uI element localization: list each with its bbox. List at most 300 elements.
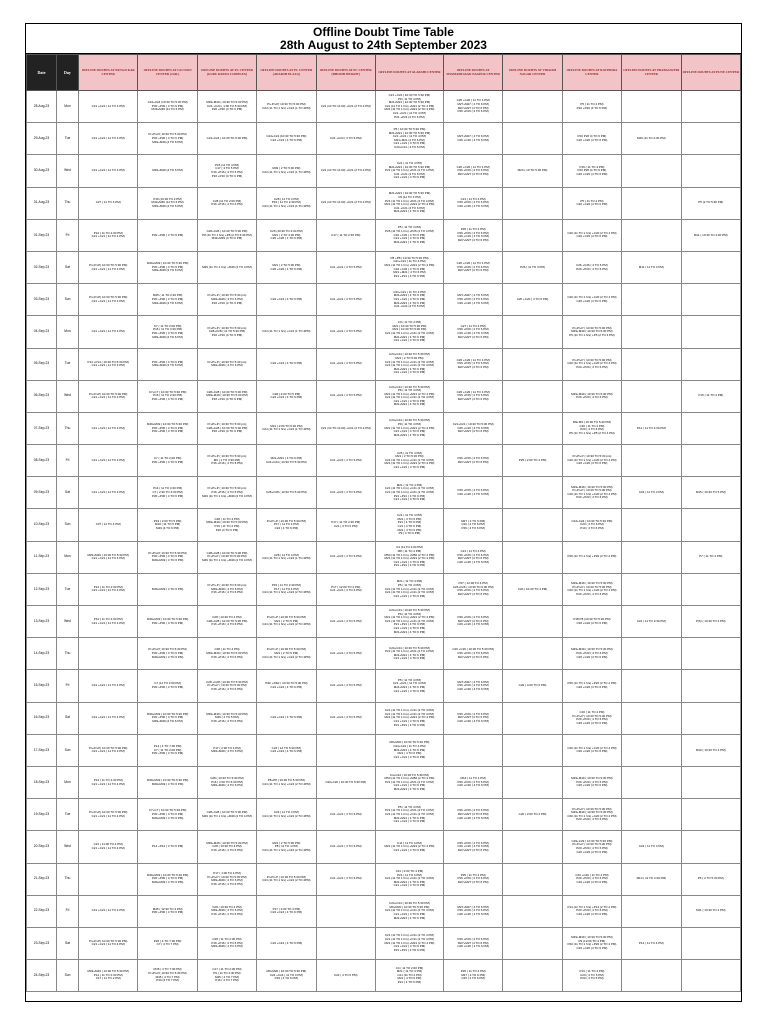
slot-text: C24 +C24 ( 4 TO 6 PM) [270, 362, 303, 366]
schedule-cell [503, 895, 562, 927]
slot-text: M49 ( 2 TO 5 PM) [215, 716, 239, 720]
slot-text: P15 ( 11 TO 2:30 PM) [271, 201, 301, 205]
schedule-cell [681, 187, 740, 219]
slot-text: P21 +P21 ( 4 TO 6 PM) [393, 948, 426, 952]
slot-text: C20 +C20 (4 TO 6 PM) [576, 621, 608, 625]
slot-text: C24 +C24 ( 4 TO 6 PM) [270, 750, 303, 754]
slot-text: M21 ( 2 TO 5:30 PM) [272, 841, 301, 845]
slot-text: P14 ( 11 TO 2:30 PM) [93, 973, 123, 977]
schedule-cell [79, 316, 138, 348]
slot-text: C24 +C24 ( 4 TO 6 PM) [270, 941, 303, 945]
schedule-cell [681, 799, 740, 831]
date-cell: 01-Sep-23 [27, 219, 57, 251]
slot-text: C21 +C21 ( 11 TO 4 PM) [91, 426, 125, 430]
slot-text: C26 +C26 ( 4 TO 6 PM) [457, 492, 489, 496]
schedule-cell [443, 927, 502, 959]
schedule-cell [681, 606, 740, 638]
schedule-cell [79, 573, 138, 605]
slot-text: P/+P/+P ( 10:30 TO 5:30 pm) [207, 584, 247, 588]
slot-text: C21 +C21 ( 4 TO 6 PM) [393, 430, 426, 434]
slot-text: M21 ( 11 TO 4 PM) [396, 970, 423, 974]
schedule-cell [138, 477, 197, 509]
slot-text: C21 +C21 ( 4 TO 6 PM) [393, 884, 426, 888]
slot-text: M21+M21 ( 4 TO 6 PM) [393, 816, 426, 820]
schedule-cell [316, 606, 375, 638]
slot-text: M21+M21 ( 10:30 TO 5:30 PM) [388, 192, 431, 196]
schedule-cell [138, 316, 197, 348]
day-cell: Mon [57, 766, 79, 798]
slot-text: C24+C24 ( 10:30 TO 5:30 PM) [389, 419, 430, 423]
slot-text: P26 +P26 ( 4 TO 6 PM) [457, 394, 489, 398]
date-cell: 30-Aug-23 [27, 155, 57, 187]
schedule-cell [197, 348, 256, 380]
slot-text: C28 ( 10:30 TO 4 PM) [212, 845, 242, 849]
slot-text: C26 +C26 ( 4 TO 6 PM) [270, 237, 303, 241]
slot-text: M21 (11 TO 1 hrs) +M21 (2 TO 4 PM) [384, 845, 435, 849]
day-cell: Sat [57, 702, 79, 734]
slot-text: C21 +C21 ( 4 TO 6 PM) [393, 176, 426, 180]
slot-text: P26 +P26 ( 4 TO 6 PM) [457, 651, 489, 655]
table-row [27, 895, 741, 927]
slot-text: C20 (11 TO 1 hrs) +C20 (2 TO 4 PM) [567, 492, 617, 496]
schedule-cell [257, 960, 316, 992]
slot-text: C20 +C20 (4 TO 6 PM) [576, 462, 608, 466]
schedule-cell [257, 477, 316, 509]
schedule-cell [197, 734, 256, 766]
schedule-cell [503, 91, 562, 123]
schedule-cell [681, 348, 740, 380]
slot-text: C24 (11 TO 1 hrs) +C24 (2 TO 4PM) [262, 655, 311, 659]
schedule-cell [562, 380, 621, 412]
slot-text: C27 ( 11 TO 4 PM) [460, 324, 486, 328]
slot-text: M50 (11 TO 1 hrs) +M50 (2 TO 4 PM) [384, 553, 435, 557]
slot-text: M21 ( 10:30 TO 5:30 PM) [392, 324, 427, 328]
slot-text: M49+M49 ( 10:30 TO 5:30 PM) [571, 485, 613, 489]
slot-text: P16 +P16 ( 4 TO 6 PM) [211, 591, 243, 595]
slot-text: C21 +C21 ( 11 TO 4 PM) [91, 330, 125, 334]
slot-text: P30 +P30 ( 4 TO 6 PM) [151, 555, 184, 559]
schedule-cell [316, 831, 375, 863]
slot-text: M21 ( 2 TO 5 PM) [274, 651, 299, 655]
slot-text: C21 +C21 ( 4 TO 6 PM) [329, 684, 362, 688]
slot-text: P17 ( 1:00 TO 4 PM) [213, 871, 241, 875]
slot-text: P19 ( 4 TO 6 PM) [580, 526, 604, 530]
date-cell: 18-Sep-23 [27, 766, 57, 798]
schedule-cell [681, 477, 740, 509]
slot-text: M27+M27 (4 TO 6 PM) [457, 335, 489, 339]
slot-text: P26 +P26 ( 4 TO 6 PM) [457, 712, 489, 716]
slot-text: C21 +C21 ( 11 TO 4 PM) [392, 111, 426, 115]
table-row [27, 541, 741, 573]
schedule-cell [562, 477, 621, 509]
slot-text: P16 +P16 ( 4 TO 6 PM) [211, 882, 243, 886]
schedule-cell [503, 445, 562, 477]
day-cell: Tue [57, 799, 79, 831]
slot-text: P17 ( 11 TO 4 PM) [273, 523, 299, 527]
day-cell: Fri [57, 445, 79, 477]
slot-text: C28 ( 10:30 TO 4 PM) [212, 905, 242, 909]
slot-text: C21 +C21 ( 11 TO 4 PM) [91, 943, 125, 947]
schedule-cell [79, 541, 138, 573]
slot-text: C26 +C26 ( 4 TO 6 PM) [457, 784, 489, 788]
schedule-cell [316, 895, 375, 927]
schedule-cell [443, 187, 502, 219]
slot-text: P14 ( 11 TO 4:30 PM) [153, 487, 183, 491]
schedule-cell [681, 445, 740, 477]
schedule-cell [503, 573, 562, 605]
schedule-cell [197, 670, 256, 702]
slot-text: P30 (4 TO 7 PM) [156, 979, 179, 983]
slot-text: P30 +P30 ( 4 TO 6 PM) [151, 233, 184, 237]
slot-text: C21 ( 11 TO 4 PM) [460, 550, 486, 554]
schedule-cell [79, 251, 138, 283]
slot-text: P20 +P20 ( 4 TO 6 PM) [576, 496, 608, 500]
slot-text: P17 ( 11 TO 4 PM) [273, 587, 299, 591]
schedule-cell [562, 670, 621, 702]
schedule-cell [681, 123, 740, 155]
date-cell: 03-Sep-23 [27, 284, 57, 316]
slot-text: M21 ( 2 TO 5:30 PM) [272, 263, 301, 267]
slot-text: C17 ( 11 TO 2:30 PM) [212, 968, 242, 972]
slot-text: M49+M49 ( 10:30 TO 5:30 PM) [87, 970, 129, 974]
schedule-cell [138, 219, 197, 251]
day-cell: Sat [57, 477, 79, 509]
slot-text: C26 +C26 ( 11 TO 4 PM) [456, 358, 490, 362]
slot-text: M21 ( 11 TO 4 PM) [396, 483, 423, 487]
schedule-cell [622, 155, 681, 187]
slot-text: C32 +C32 ( 4 TO 6 PM) [393, 267, 426, 271]
schedule-cell [197, 445, 256, 477]
schedule-cell [622, 670, 681, 702]
slot-text: P20 +P20 ( 4 TO 6 PM) [576, 877, 608, 881]
slot-text: M49+M49 ( 4 TO 6 PM) [151, 880, 184, 884]
slot-text: P16 +P16 ( 4 TO 6 PM) [211, 913, 243, 917]
slot-text: C20 ( 10:30 TO 4 PM) [517, 587, 548, 591]
slot-text: C20 +C20 (4 TO 6 PM) [576, 750, 608, 754]
schedule-cell [681, 831, 740, 863]
slot-text: P20 +P20 (4 TO 6 PM) [576, 106, 608, 110]
slot-text: C21 +C21 ( 11 TO 4 PM) [91, 299, 125, 303]
slot-text: M27+M27 (4 TO 6 PM) [457, 365, 489, 369]
schedule-cell [443, 219, 502, 251]
schedule-cell [681, 927, 740, 959]
schedule-cell [316, 477, 375, 509]
slot-text: C28 ( 11 TO 4 PM) [273, 197, 299, 201]
schedule-cell [316, 155, 375, 187]
slot-text: C26 +C26 ( 11 TO 4 PM) [456, 99, 490, 103]
slot-text: C21 (11 TO 1 hrs) +C21 (2 TO 4 PM) [384, 458, 435, 462]
slot-text: C20 +C20 (4 TO 6 PM) [576, 913, 608, 917]
schedule-cell [316, 380, 375, 412]
slot-text: P/+P/+P ( 10:30 TO 5:30 pm) [572, 455, 612, 459]
schedule-cell [197, 831, 256, 863]
slot-text: M49+M49 (4 TO 6 PM) [152, 301, 183, 305]
schedule-cell [138, 380, 197, 412]
schedule-cell [443, 412, 502, 444]
schedule-cell [562, 960, 621, 992]
slot-text: C20 +C20 (4 TO 6 PM) [576, 947, 608, 951]
slot-text: P16 +P16 (4 TO 6 PM) [211, 301, 243, 305]
schedule-cell [197, 638, 256, 670]
slot-text: P26 ( 11 TO 4 PM) [460, 970, 486, 974]
table-row [27, 766, 741, 798]
slot-text: C24+C24 ( 10:30 TO 5:30 PM) [265, 460, 307, 464]
slot-text: P5 ( 11 TO 4 PM) [580, 199, 604, 203]
slot-text: M21 ( 10:30 TO 5:30 PM) [392, 328, 427, 332]
schedule-cell [562, 123, 621, 155]
slot-text: M21 ( 2 TO 3:30 PM) [272, 233, 301, 237]
schedule-cell [562, 284, 621, 316]
slot-text: C15 ( 11 TO 4 PM) [698, 394, 724, 398]
slot-text: P17 ( 2:00 TO 4 PM) [272, 907, 301, 911]
slot-text: P30 +P30 ( 4 TO 6 PM) [151, 752, 184, 756]
slot-text: P30 +P30 ( 4 TO 6 PM) [151, 430, 184, 434]
slot-text: P16 ( 4 TO 7 PM) [215, 979, 239, 983]
slot-text: C7 ( 4 TO 7 PM) [156, 943, 179, 947]
slot-text: C21 +C21 ( 4 TO 6 PM) [393, 142, 426, 146]
schedule-cell [443, 799, 502, 831]
schedule-cell [197, 863, 256, 895]
table-body [27, 91, 741, 992]
slot-text: C20 +C20 (4 TO 6 PM) [576, 850, 608, 854]
slot-text: C21 (11 TO 1 hrs) +C21 (2 TO 4 PM) [384, 938, 435, 942]
slot-text: P16 +P16 ( 4 TO 6 PM) [211, 848, 243, 852]
schedule-cell [257, 766, 316, 798]
schedule-cell [197, 541, 256, 573]
schedule-cell [257, 863, 316, 895]
schedule-cell [503, 702, 562, 734]
schedule-cell [316, 702, 375, 734]
schedule-cell [138, 863, 197, 895]
slot-text: C7 (11 TO 2:00 PM) [154, 682, 181, 686]
slot-text: M9+M20 ( 10:30 TO 5:30 PM) [389, 905, 430, 909]
schedule-cell [503, 219, 562, 251]
schedule-cell [138, 509, 197, 541]
schedule-cell [79, 380, 138, 412]
schedule-cell [562, 927, 621, 959]
date-cell: 13-Sep-23 [27, 606, 57, 638]
slot-text: M21 ( 11 TO 4 PM) [396, 580, 423, 584]
column-header: Date [27, 55, 57, 91]
schedule-cell [375, 863, 443, 895]
slot-text: P/+P/+P ( 10:30 TO 5:30 pm) [207, 487, 247, 491]
slot-text: P/+P/+P( 10:30 TO 5:30 PM) [148, 648, 187, 652]
column-header: OFFLINE DOUBTS AT PANAJI KAR CENTER [79, 55, 138, 91]
slot-text: P/+P/+P ( 10:30 TO 5:30 PM) [572, 585, 612, 589]
slot-text: C9 ( 11 TO 4 PM) [397, 321, 422, 325]
slot-text: P16 +P16 ( 4 TO 6 PM) [211, 491, 243, 495]
date-cell: 09-Sep-23 [27, 477, 57, 509]
table-row [27, 831, 741, 863]
slot-text: C21 +C21 (4 TO 6 PM) [394, 172, 425, 176]
slot-text: C21 +C21 ( 4 TO 6 PM) [329, 297, 362, 301]
slot-text: P21 +P21 ( 4 TO 6 PM) [393, 723, 426, 727]
slot-text: P20 +P20 (4 TO 6 PM) [211, 108, 243, 112]
day-cell: Sun [57, 734, 79, 766]
slot-text: C7 ( 11 TO 2:00 PM) [153, 457, 182, 461]
schedule-cell [443, 316, 502, 348]
schedule-cell [257, 348, 316, 380]
slot-text: C21 (11 TO 1 hrs) +C21 (2 TO 4 PM) [384, 331, 435, 335]
slot-text: M49+M49 ( 10:30 TO 5:30 PM) [571, 582, 613, 586]
slot-text: C28 ( 2:00 TO 5 PM) [272, 392, 301, 396]
schedule-cell [375, 412, 443, 444]
column-header: OFFLINE DOUBTS AT PC CENTER (ADARSH PLAZA) [257, 55, 316, 91]
schedule-cell [375, 541, 443, 573]
slot-text: C21 ( 11 TO 4 PM) [396, 514, 422, 518]
slot-text: C21 (11 TO 1 hrs) +C21 (2 TO 4 PM) [384, 812, 435, 816]
slot-text: M27+M27 (4 TO 6 PM) [457, 398, 489, 402]
schedule-cell [443, 477, 502, 509]
slot-text: C7+C7 ( 10:30 TO 5:30 PM) [148, 390, 187, 394]
slot-text: C21 +C21 ( 4 TO 6 PM) [329, 458, 362, 462]
schedule-cell [681, 412, 740, 444]
schedule-cell [316, 766, 375, 798]
slot-text: P30 +P30 ( 4 TO 6 PM) [151, 877, 184, 881]
slot-text: M10 ( 11 TO 4:30 PM) [636, 877, 667, 881]
schedule-cell [443, 573, 502, 605]
slot-text: M49 (11 TO 1 hrs) +M49 (2 TO 4 PM) [202, 265, 252, 269]
slot-text: M49+M49 ( 10:30 TO 5:30 PM) [206, 394, 248, 398]
slot-text: M49+M49 ( 4 TO 6 PM) [211, 945, 243, 949]
slot-text: P20 +P20 ( 4 TO 6 PM) [576, 718, 608, 722]
slot-text: M49+M49 ( 10:30 TO 5:30 PM) [146, 873, 189, 877]
slot-text: C24+C24 (10:30 TO 5:30 PM) [266, 135, 307, 139]
schedule-cell [257, 91, 316, 123]
slot-text: C21 ( 4 TO 6 PM) [333, 525, 358, 529]
slot-text: M21+M21 ( 10:30 TO 5:30 PM) [388, 131, 431, 135]
slot-text: C24+C24 ( 10:30 TO 5:30 PM) [389, 902, 430, 906]
slot-text: C21 +C21 ( 4 TO 6 PM) [329, 265, 362, 269]
day-cell: Thu [57, 187, 79, 219]
slot-text: C20 (11 TO 1 hrs) +C20 (2 TO 4 PM) [567, 362, 617, 366]
schedule-cell [79, 927, 138, 959]
slot-text: C26+C26 ( 10:30 TO 5:30 PM) [452, 585, 494, 589]
slot-text: C26 +C26 ( 4 TO 6 PM) [457, 913, 489, 917]
slot-text: P20 +P20 ( 4 TO 6 PM) [576, 818, 608, 822]
schedule-cell [622, 541, 681, 573]
schedule-cell [316, 670, 375, 702]
slot-text: C20 +C20 (4 TO 6 PM) [576, 299, 608, 303]
schedule-cell [138, 766, 197, 798]
slot-text: P14 +P14 ( 10:30 TO 5:30 PM) [87, 360, 129, 364]
schedule-cell [197, 927, 256, 959]
slot-text: C24 (11 TO 1 hrs) +C24 (1 TO 4PM) [262, 557, 311, 561]
schedule-cell [79, 412, 138, 444]
slot-text: C24 ( 12 TO 5:30 PM) [271, 746, 302, 750]
slot-text: C21 (11 TO 1 hrs) +C21 (2 TO 4 PM) [384, 934, 435, 938]
slot-text: C21 +C21 ( 11 TO 4 PM) [91, 169, 125, 173]
day-cell: Wed [57, 155, 79, 187]
slot-text: P16 ( 2:00 TO 5:30 PM) [211, 780, 243, 784]
slot-text: M11 ( 10:30 TO 4:00 PM) [693, 233, 728, 237]
day-cell: Sat [57, 927, 79, 959]
schedule-cell [79, 960, 138, 992]
slot-text: C20 +C20 (4 TO 6 PM) [576, 138, 608, 142]
date-cell: 17-Sep-23 [27, 734, 57, 766]
slot-text: C24 (11 TO 1 hrs) +C24 (1 TO 4PM) [262, 170, 311, 174]
slot-text: P21 (11 TO 1 hrs) +P21 (2 TO 4 PM) [385, 169, 434, 173]
schedule-cell [257, 702, 316, 734]
schedule-cell [79, 445, 138, 477]
schedule-cell [503, 638, 562, 670]
slot-text: C26 +C26 ( 4 TO 6 PM) [457, 301, 489, 305]
schedule-cell [681, 251, 740, 283]
slot-text: C21 ( 11 TO 4 PM) [460, 197, 486, 201]
slot-text: C24 +C24 ( 4 TO 6 PM) [270, 685, 303, 689]
table-row [27, 927, 741, 959]
slot-text: M49 ( 11 TO 5 PM) [154, 523, 181, 527]
schedule-cell [681, 766, 740, 798]
slot-text: C17 ( 4 TO 5 PM) [215, 167, 239, 171]
schedule-cell [79, 895, 138, 927]
slot-text: C20 ( 2:00 TO 4 PM) [518, 812, 547, 816]
slot-text: P9 ( 11 TO 2:30 PM) [213, 972, 241, 976]
slot-text: C21 +C21 ( 4 TO 6 PM) [393, 466, 426, 470]
schedule-cell [197, 799, 256, 831]
slot-text: C9 (11 TO 4 PM) [398, 195, 421, 199]
slot-text: C24 ( 11 TO 4 PM) [638, 845, 664, 849]
schedule-cell [138, 348, 197, 380]
slot-text: C11 ( 2:00 TO 4 PM) [395, 870, 424, 874]
slot-text: M21+M21 ( 4 TO 6 PM) [393, 403, 426, 407]
slot-text: P5 (2 TO 5:30 PM) [698, 201, 724, 205]
schedule-cell [622, 187, 681, 219]
slot-text: M49+M49 ( 10:30 TO 5:30 PM) [571, 330, 613, 334]
slot-text: C21 +C21 ( 4 TO 6 PM) [329, 555, 362, 559]
date-cell: 20-Sep-23 [27, 831, 57, 863]
slot-text: M49 (11 TO 1 hrs) +M49 (2 TO 4 PM) [202, 814, 252, 818]
schedule-cell [316, 284, 375, 316]
schedule-cell [622, 799, 681, 831]
slot-text: C21 (11 TO 1 hrs) +M21 (2 TO 4 PM) [384, 104, 435, 108]
schedule-cell [622, 734, 681, 766]
slot-text: M21 ( 2 TO 5 PM) [274, 619, 299, 623]
schedule-cell [257, 219, 316, 251]
day-cell: Sun [57, 284, 79, 316]
schedule-cell [443, 284, 502, 316]
slot-text: C7 ( 2:30 TO 4:30 PM) [152, 491, 183, 495]
schedule-cell [503, 734, 562, 766]
day-cell: Tue [57, 573, 79, 605]
schedule-cell [257, 927, 316, 959]
slot-text: P30 +P30 ( 4 TO 6 PM) [151, 651, 184, 655]
slot-text: P20 P20 (4 TO 6 PM) [577, 135, 607, 139]
slot-text: C21 (10 TO 11:00) +C21 (2 TO 4 PM) [320, 426, 371, 430]
slot-text: C21 +C21 (4 TO 6 PM) [394, 206, 425, 210]
schedule-cell [503, 348, 562, 380]
slot-text: C26 +C26 ( 4 TO 6 PM) [457, 945, 489, 949]
schedule-cell [443, 155, 502, 187]
date-cell: 24-Sep-23 [27, 960, 57, 992]
slot-text: P/+P/+P ( 10:30 TO 5:30 pm) [207, 294, 247, 298]
schedule-cell [375, 509, 443, 541]
slot-text: P30 +P30 ( 4 TO 6 PM) [151, 685, 184, 689]
schedule-cell [443, 670, 502, 702]
slot-text: C21 +C21 ( 4 TO 6 PM) [329, 394, 362, 398]
slot-text: C24 ( 11 TO 2:30 PM) [636, 619, 666, 623]
slot-text: P20 (11 TO 1 hrs) +P20 (2 TO 4 PM) [567, 555, 617, 559]
slot-text: M21+M21 ( 4 TO 6 PM) [393, 433, 426, 437]
slot-text: C26 +C26 ( 4 TO 6 PM) [457, 235, 489, 239]
slot-text: C20 +C20 (4 TO 6 PM) [576, 721, 608, 725]
schedule-cell [622, 573, 681, 605]
slot-text: C21 (11 TO 1 hrs) +C21 (2 TO 4 PM) [384, 591, 435, 595]
slot-text: M49+M49 (4 TO 6 PM) [152, 364, 183, 368]
slot-text: P30 +P30 ( 4 TO 6 PM) [151, 621, 184, 625]
schedule-cell [562, 91, 621, 123]
slot-text: C26 +C26 ( 4 TO 6 PM) [457, 426, 489, 430]
